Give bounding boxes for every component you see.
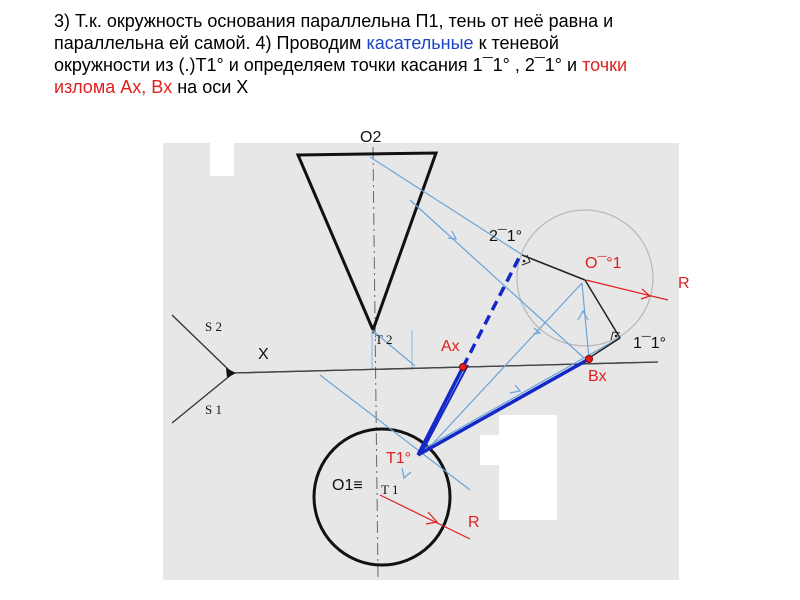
label-x-axis: X	[258, 346, 269, 363]
label-t1-shadow: T1°	[386, 450, 412, 467]
label-o2: O2	[360, 129, 382, 146]
label-o-shadow: O¯°1	[585, 255, 622, 272]
label-bx: Bx	[588, 368, 607, 385]
white-patch-top	[210, 112, 234, 176]
label-point-1: 1¯1°	[633, 335, 667, 352]
text-line-3-start: окружности из (.)Т1° и определяем точки касания 1¯1° , 2¯1° и	[54, 55, 583, 75]
label-r-lower: R	[468, 514, 480, 531]
label-point-2: 2¯1°	[489, 228, 523, 245]
label-o1: O1≡	[332, 477, 363, 494]
text-line-2-end: к теневой	[473, 33, 559, 53]
text-line-4-end: на оси Х	[172, 77, 249, 97]
right-angle-dot-2	[523, 260, 526, 263]
white-patch-right	[499, 415, 557, 520]
label-s2: S 2	[205, 319, 222, 334]
label-t2: T 2	[375, 332, 393, 347]
text-break-points: излома Ax, Bx	[54, 77, 173, 97]
label-ax: Ax	[441, 338, 460, 355]
text-line-2-start: параллельна ей самой. 4) Проводим	[54, 33, 367, 53]
label-t1: T 1	[381, 482, 399, 497]
right-angle-dot-1	[615, 335, 618, 338]
label-s1: S 1	[205, 402, 222, 417]
label-r-upper: R	[678, 275, 690, 292]
point-ax	[460, 364, 467, 371]
text-line-1: 3) Т.к. окружность основания параллельна П1, тень от неё равна и	[54, 11, 614, 31]
text-tangents: касательные	[366, 33, 474, 53]
point-bx	[586, 356, 593, 363]
text-points: точки	[582, 55, 628, 75]
